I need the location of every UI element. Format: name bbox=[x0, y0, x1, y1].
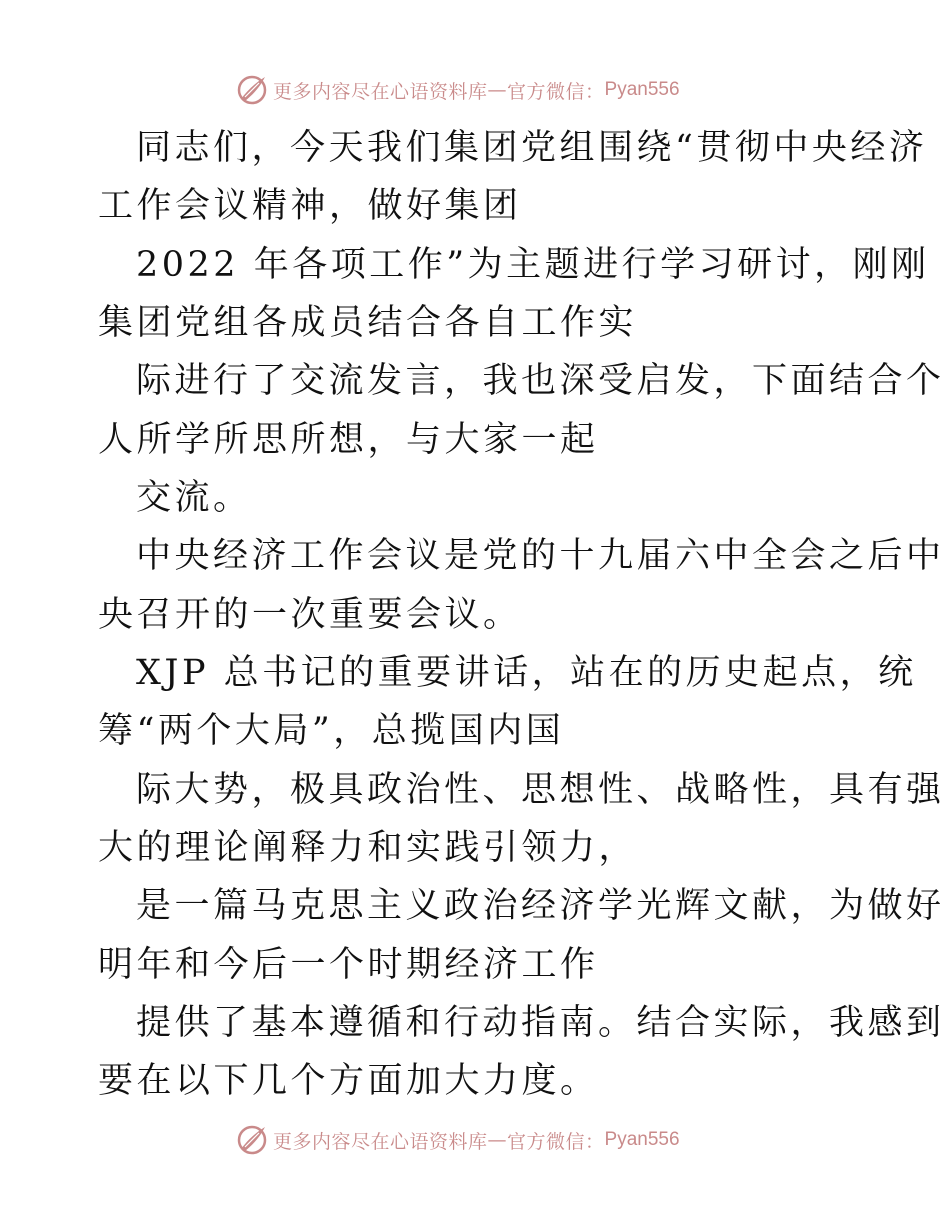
watermark-dash: — bbox=[487, 1129, 508, 1151]
paragraph-line: 筹“两个大局”，总揽国内国 bbox=[98, 711, 565, 751]
paragraph-line: XJP 总书记的重要讲话，站在的历史起点，统 bbox=[136, 653, 917, 693]
paragraph-line: 明年和今后一个时期经济工作 bbox=[98, 945, 599, 985]
paragraph-line: 际大势，极具政治性、思想性、战略性，具有强 bbox=[136, 770, 945, 810]
paragraph-line: 集团党组各成员结合各自工作实 bbox=[98, 303, 638, 343]
footer-watermark bbox=[235, 1122, 680, 1158]
watermark-dash: — bbox=[487, 79, 508, 101]
feather-seal-icon bbox=[235, 73, 269, 107]
watermark-official-label: 官方微信： bbox=[507, 80, 605, 103]
watermark-wechat-id: Pyan556 bbox=[604, 1129, 680, 1150]
paragraph-line: 要在以下几个方面加大力度。 bbox=[98, 1061, 599, 1101]
watermark-wechat-id: Pyan556 bbox=[604, 79, 680, 100]
paragraph-line: 央召开的一次重要会议。 bbox=[98, 595, 522, 635]
paragraph-line: 交流。 bbox=[136, 478, 252, 518]
paragraph-line: 人所学所思所想，与大家一起 bbox=[98, 420, 599, 460]
paragraph-line: 际进行了交流发言，我也深受启发，下面结合个 bbox=[136, 361, 945, 401]
paragraph-line: 提供了基本遵循和行动指南。结合实际，我感到 bbox=[136, 1003, 945, 1043]
paragraph-line: 大的理论阐释力和实践引领力， bbox=[98, 828, 638, 868]
paragraph-line: 工作会议精神，做好集团 bbox=[98, 186, 522, 226]
watermark-text: 更多内容尽在心语资料库 bbox=[273, 1130, 488, 1153]
paragraph-line: 中央经济工作会议是党的十九届六中全会之后中 bbox=[136, 536, 945, 576]
watermark-text: 更多内容尽在心语资料库 bbox=[273, 80, 488, 103]
paragraph-line: 是一篇马克思主义政治经济学光辉文献，为做好 bbox=[136, 886, 945, 926]
header-watermark bbox=[235, 72, 680, 108]
watermark-official-label: 官方微信： bbox=[507, 1130, 605, 1153]
feather-seal-icon bbox=[235, 1123, 269, 1157]
paragraph-line: 2022 年各项工作”为主题进行学习研讨，刚刚 bbox=[136, 245, 930, 285]
paragraph-line: 同志们，今天我们集团党组围绕“贯彻中央经济 bbox=[136, 128, 928, 168]
